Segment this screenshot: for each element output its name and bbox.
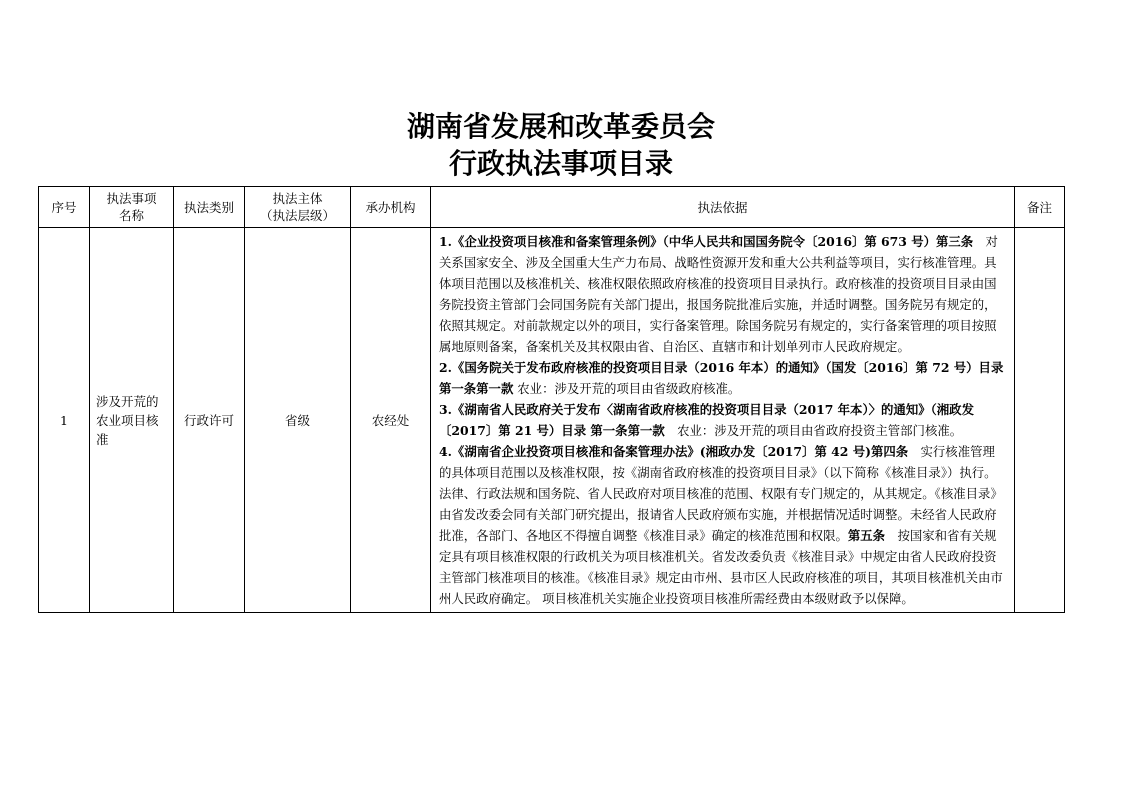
cell-matter-name: 涉及开荒的农业项目核准: [90, 228, 174, 613]
basis-item-3: [439, 399, 1006, 441]
document-title: [0, 108, 1122, 182]
cell-basis: [431, 228, 1015, 613]
cell-category: 行政许可: [174, 228, 245, 613]
table-row: [39, 228, 1065, 613]
basis-item-1-title: 1.《企业投资项目核准和备案管理条例》（中华人民共和国国务院令〔2016〕第 673 号）第三条: [439, 234, 974, 249]
basis-item-4-article5-title: 第五条: [847, 528, 886, 543]
cell-remarks: [1015, 228, 1065, 613]
basis-item-4-title: 4.《湖南省企业投资项目核准和备案管理办法》(湘政办发〔2017〕第 42 号)第四条: [439, 444, 909, 459]
header-category: 执法类别: [174, 187, 245, 228]
enforcement-catalog-table: [38, 186, 1065, 613]
header-subject: [245, 187, 351, 228]
header-basis: 执法依据: [431, 187, 1015, 228]
basis-item-3-title: 3.《湖南省人民政府关于发布〈湖南省政府核准的投资项目目录（2017 年本）〉的通知》（湘政发〔2017〕第 21 号）目录 第一条第一款: [439, 402, 974, 438]
basis-item-4: [439, 441, 1006, 609]
cell-subject: 省级: [245, 228, 351, 613]
cell-agency: 农经处: [351, 228, 431, 613]
title-line-2: 行政执法事项目录: [448, 147, 673, 180]
header-subject-line1: 执法主体: [272, 191, 323, 206]
header-matter-name-line2: 名称: [118, 208, 144, 223]
table-header-row: [39, 187, 1065, 228]
basis-item-2-text: 农业：涉及开荒的项目由省级政府核准。: [513, 381, 741, 396]
basis-item-3-text: 农业：涉及开荒的项目由省政府投资主管部门核准。: [664, 423, 963, 438]
basis-item-1: [439, 231, 1006, 357]
header-remarks: 备注: [1015, 187, 1065, 228]
basis-item-2-title: 2.《国务院关于发布政府核准的投资项目目录（2016 年本）的通知》（国发〔2016〕第 72 号）目录 第一条第一款: [439, 360, 1004, 396]
header-matter-name-line1: 执法事项: [106, 191, 157, 206]
cell-seq: 1: [39, 228, 90, 613]
basis-item-4-text: 实行核准管理的具体项目范围以及核准权限，按《湖南省政府核准的投资项目目录》（以下简称《核准目录》）执行。法律、行政法规和国务院、省人民政府对项目核准的范围、权限有专门规定的，从其规定。《核准目录》由省发改委会同有关部门研究提出，报请省人民政府颁布实施，并根据情况适时调整。未经省人民政府批准，各部门、各地区不得擅自调整《核准目录》确定的核准范围和权限。: [439, 444, 1003, 543]
header-seq: 序号: [39, 187, 90, 228]
header-agency: 承办机构: [351, 187, 431, 228]
header-matter-name: [90, 187, 174, 228]
basis-item-4-article5-text: 按国家和省有关规定具有项目核准权限的行政机关为项目核准机关。省发改委负责《核准目录》中规定由省人民政府投资主管部门核准项目的核准。《核准目录》规定由市州、县市区人民政府核准的项目，其项目核准机关由市州人民政府确定。 项目核准机关实施企业投资项目核准所需经费由本级财政予以保障。: [439, 528, 1003, 606]
basis-item-1-text: 对关系国家安全、涉及全国重大生产力布局、战略性资源开发和重大公共利益等项目，实行核准管理。具体项目范围以及核准机关、核准权限依照政府核准的投资项目目录执行。政府核准的投资项目目录由国务院投资主管部门会同国务院有关部门提出，报国务院批准后实施，并适时调整。国务院另有规定的，依照其规定。对前款规定以外的项目，实行备案管理。除国务院另有规定的，实行备案管理的项目按照属地原则备案，备案机关及其权限由省、自治区、直辖市和计划单列市人民政府规定。: [439, 234, 998, 354]
basis-item-2: [439, 357, 1006, 399]
title-line-1: 湖南省发展和改革委员会: [406, 110, 715, 143]
header-subject-line2: （执法层级）: [259, 208, 335, 223]
